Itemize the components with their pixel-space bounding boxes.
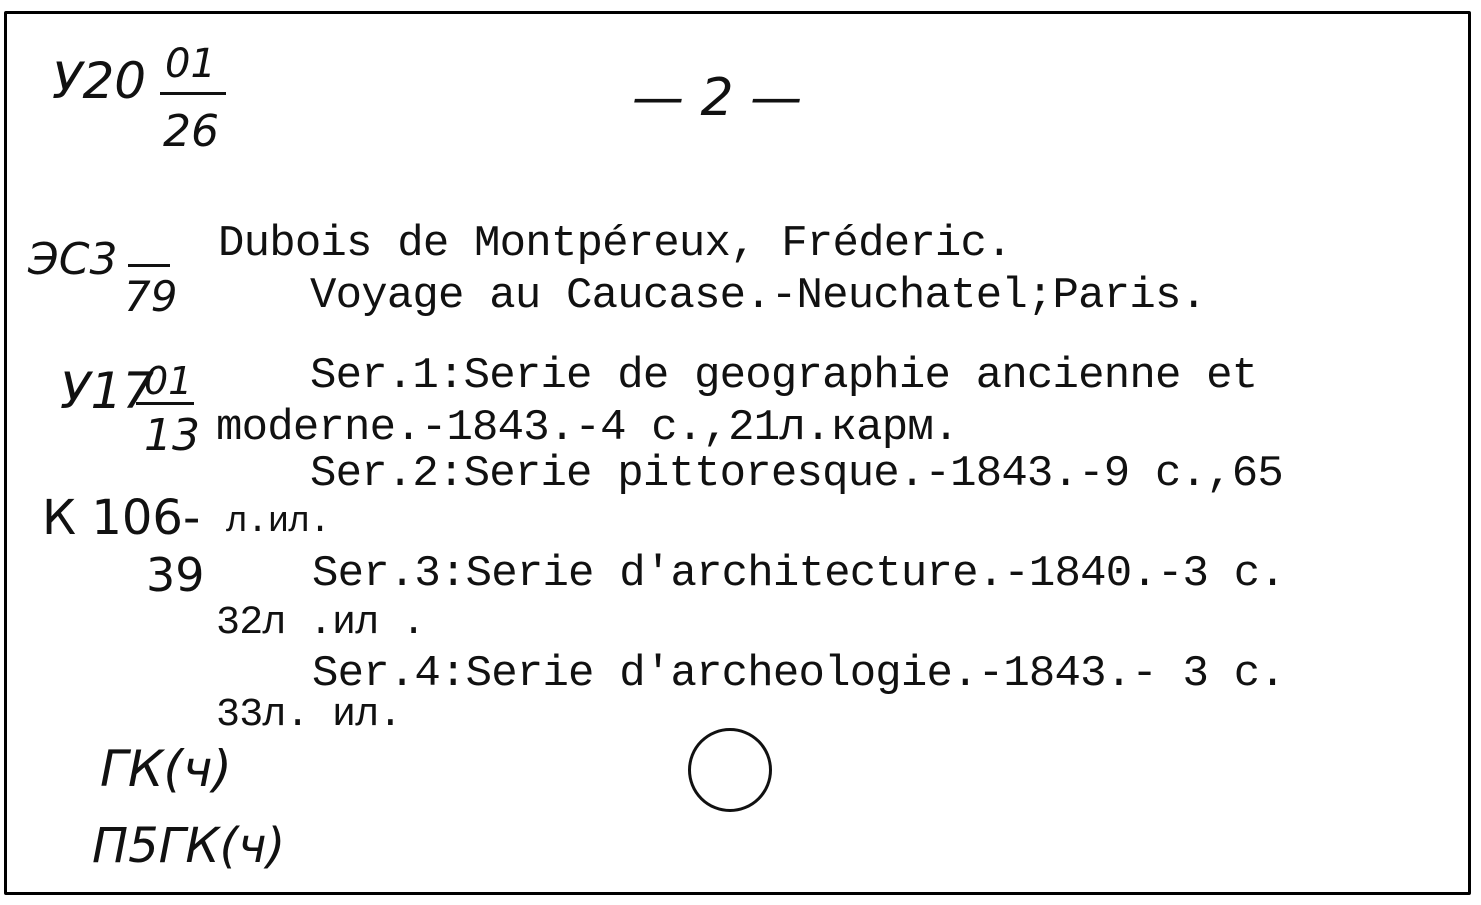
note-gk: ГК(ч): [100, 740, 232, 798]
shelfmark-left-prefix: ЭС3: [28, 234, 118, 285]
note-p5gk: П5ГК(ч): [92, 818, 286, 874]
page-number: — 2 —: [632, 68, 803, 128]
series-3-line-2: 32л .ил .: [216, 601, 425, 646]
circle-mark: [688, 728, 772, 812]
title-line: Voyage au Caucase.-Neuchatel;Paris.: [310, 271, 1207, 321]
series-1-line-1: Ser.1:Serie de geographie ancienne et: [310, 351, 1258, 401]
series-4-line-2: 33л. ил.: [216, 693, 402, 738]
series-2-line-1: Ser.2:Serie pittoresque.-1843.-9 c.,65: [310, 449, 1283, 499]
author-heading: Dubois de Montpéreux, Fréderic.: [218, 219, 1012, 269]
series-4-line-1: Ser.4:Serie d'archeologie.-1843.- 3 c.: [312, 649, 1285, 699]
shelfmark-k-line1: К 106-: [42, 490, 201, 546]
shelfmark-top-prefix: У20: [52, 52, 147, 110]
shelfmark-mid-prefix: У17: [60, 362, 155, 420]
shelfmark-k-line2: 39: [146, 548, 205, 602]
shelfmark-top-numerator: 01: [165, 41, 216, 87]
series-3-line-1: Ser.3:Serie d'architecture.-1840.-3 c.: [312, 549, 1285, 599]
shelfmark-top-denominator: 26: [163, 106, 219, 157]
shelfmark-mid-denominator: 13: [144, 410, 200, 461]
series-1-line-2: moderne.-1843.-4 c.,21л.карм.: [216, 403, 959, 453]
shelfmark-left-denominator: 79: [124, 272, 178, 321]
shelfmark-mid-numerator: 01: [144, 359, 193, 403]
shelfmark-top-fraction-bar: [160, 92, 226, 95]
shelfmark-mid-fraction-bar: [136, 402, 194, 405]
shelfmark-left-fraction-bar: [128, 264, 170, 267]
series-2-line-2: л.ил.: [226, 501, 331, 542]
